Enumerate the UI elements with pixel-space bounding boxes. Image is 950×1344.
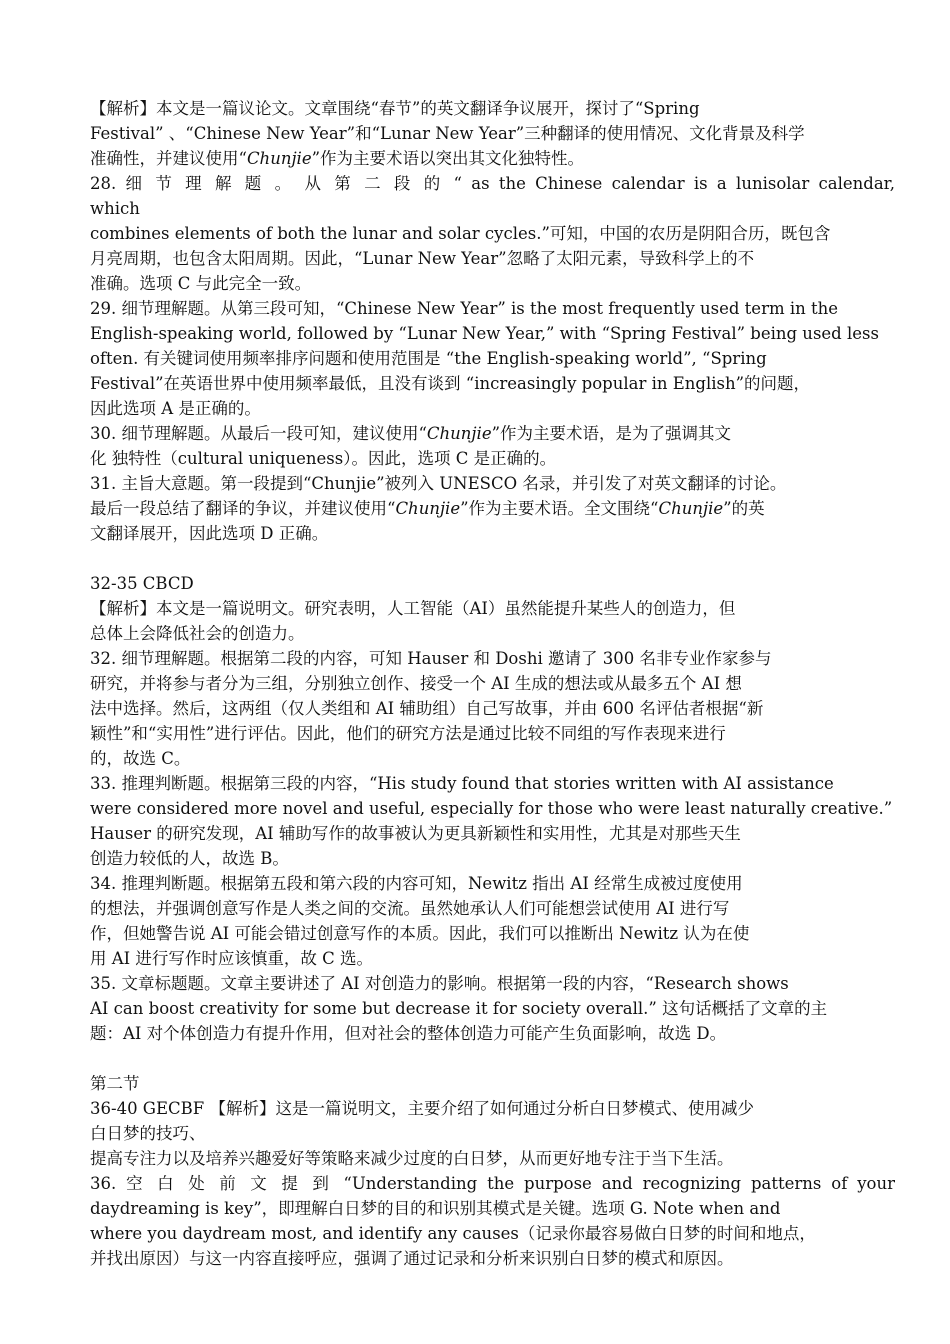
text-line: 的想法，并强调创意写作是人类之间的交流。虽然她承认人们可能想尝试使用 AI 进行写 [90,899,730,918]
text-line: 用 AI 进行写作时应该慎重，故 C 选。 [90,949,374,968]
text-line: AI can boost creativity for some but decrease it for society overall.” 这句话概括了文章的主 [90,999,828,1018]
text-line: 最后一段总结了翻译的争议，并建议使用“Chunjie”作为主要术语。全文围绕“Chunjie”的英 [90,499,765,518]
text-line: 30. 细节理解题。从最后一段可知，建议使用“Chunjie”作为主要术语，是为了强调其文 [90,424,732,443]
text-line: 因此选项 A 是正确的。 [90,399,261,418]
text-line: 35. 文章标题题。文章主要讲述了 AI 对创造力的影响。根据第一段的内容，“Research shows [90,974,789,993]
text-line: 颖性”和“实用性”进行评估。因此，他们的研究方法是通过比较不同组的写作表现来进行 [90,724,726,743]
text-line: 创造力较低的人，故选 B。 [90,849,289,868]
text-line: 总体上会降低社会的创造力。 [90,624,305,643]
text-line: 作，但她警告说 AI 可能会错过创意写作的本质。因此，我们可以推断出 Newitz 认为在使 [90,924,750,943]
answer-key-heading: 32-35 CBCD [90,574,194,593]
text-line: 【解析】本文是一篇议论文。文章围绕“春节”的英文翻译争议展开，探讨了“Spring [90,99,700,118]
text-line: 并找出原因）与这一内容直接呼应，强调了通过记录和分析来识别白日梦的模式和原因。 [90,1249,734,1268]
text-line: which [90,199,140,218]
blank-line [90,1046,895,1071]
text-line: 准确。选项 C 与此完全一致。 [90,274,312,293]
text-line: 提高专注力以及培养兴趣爱好等策略来减少过度的白日梦，从而更好地专注于当下生活。 [90,1149,734,1168]
text-line: 化 独特性（cultural uniqueness）。因此，选项 C 是正确的。 [90,449,557,468]
text-line: 研究，并将参与者分为三组，分别独立创作、接受一个 AI 生成的想法或从最多五个 AI 想 [90,674,742,693]
text-line: English-speaking world, followed by “Lunar New Year,” with “Spring Festival” being used less [90,324,879,343]
text-line: Festival” 、“Chinese New Year”和“Lunar New Year”三种翻译的使用情况、文化背景及科学 [90,124,805,143]
answer-explanation-document [90,96,895,1271]
text-line: 36-40 GECBF 【解析】这是一篇说明文，主要介绍了如何通过分析白日梦模式、使用减少 [90,1099,754,1118]
text-line: where you daydream most, and identify any causes（记录你最容易做白日梦的时间和地点， [90,1224,816,1243]
blank-line [90,546,895,571]
text-line: 32. 细节理解题。根据第二段的内容，可知 Hauser 和 Doshi 邀请了 300 名非专业作家参与 [90,649,772,668]
text-line: 的，故选 C。 [90,749,191,768]
text-line: Festival”在英语世界中使用频率最低，且没有谈到 “increasingly popular in English”的问题， [90,374,811,393]
text-line: 29. 细节理解题。从第三段可知，“Chinese New Year” is the most frequently used term in the [90,299,839,318]
text-line: were considered more novel and useful, especially for those who were least naturally creative.” [90,799,893,818]
text-line: 题：AI 对个体创造力有提升作用，但对社会的整体创造力可能产生负面影响，故选 D。 [90,1024,727,1043]
text-line: 准确性，并建议使用“Chunjie”作为主要术语以突出其文化独特性。 [90,149,585,168]
text-line: combines elements of both the lunar and solar cycles.”可知，中国的农历是阴阳合历，既包含 [90,224,831,243]
text-line: 28. 细 节 理 解 题 。 从 第 二 段 的 “ as the Chinese calendar is a lunisolar calendar, [90,174,895,193]
text-line: Hauser 的研究发现，AI 辅助写作的故事被认为更具新颖性和实用性，尤其是对那些天生 [90,824,741,843]
text-line: 白日梦的技巧、 [90,1124,206,1143]
text-line: 36. 空 白 处 前 文 提 到 “Understanding the purpose and recognizing patterns of your [90,1174,895,1193]
text-line: daydreaming is key”，即理解白日梦的目的和识别其模式是关键。选项 G. Note when and [90,1199,781,1218]
text-line: 月亮周期，也包含太阳周期。因此，“Lunar New Year”忽略了太阳元素，导致科学上的不 [90,249,755,268]
section-heading: 第二节 [90,1074,140,1093]
text-line: 【解析】本文是一篇说明文。研究表明，人工智能（AI）虽然能提升某些人的创造力，但 [90,599,736,618]
text-line: 法中选择。然后，这两组（仅人类组和 AI 辅助组）自己写故事，并由 600 名评估者根据“新 [90,699,764,718]
text-line: 31. 主旨大意题。第一段提到“Chunjie”被列入 UNESCO 名录，并引发了对英文翻译的讨论。 [90,474,787,493]
text-line: often. 有关键词使用频率排序问题和使用范围是 “the English-speaking world”, “Spring [90,349,767,368]
text-line: 34. 推理判断题。根据第五段和第六段的内容可知，Newitz 指出 AI 经常生成被过度使用 [90,874,743,893]
text-line: 文翻译展开，因此选项 D 正确。 [90,524,329,543]
text-line: 33. 推理判断题。根据第三段的内容，“His study found that stories written with AI assistance [90,774,834,793]
